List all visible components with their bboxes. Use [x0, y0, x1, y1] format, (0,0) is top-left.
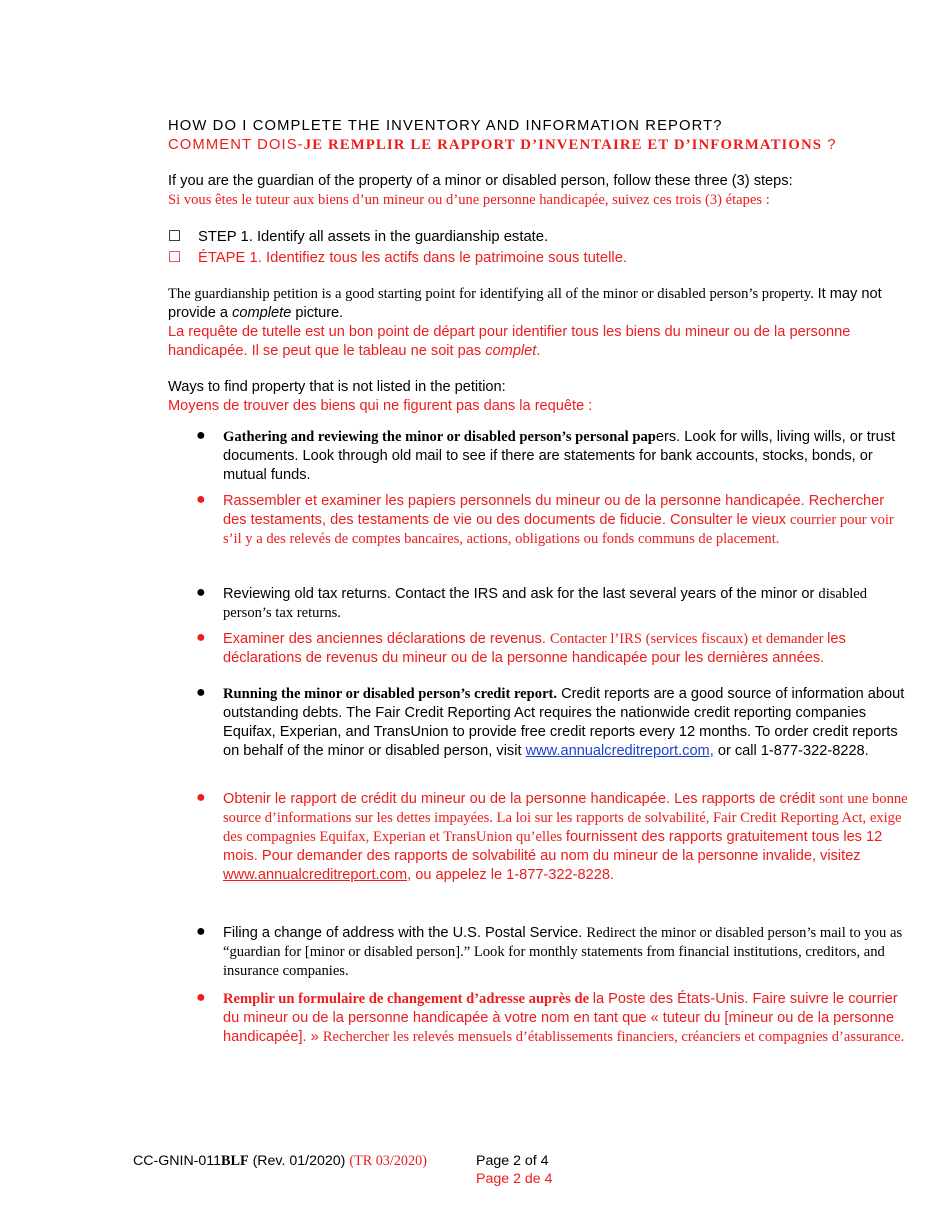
petition-french: [168, 323, 898, 361]
step-1-french-text: ÉTAPE 1. Identifiez tous les actifs dans le patrimoine sous tutelle.: [198, 250, 628, 266]
bullet-2-en-b: disabled person’s tax returns.: [223, 586, 868, 621]
form-number: [133, 1152, 427, 1170]
bullet-tax-returns-english: [223, 585, 908, 623]
form-translation-revision: (TR 03/2020): [349, 1153, 427, 1169]
petition-french-c: .: [536, 343, 541, 359]
annualcreditreport-link[interactable]: www.annualcreditreport.com,: [525, 743, 714, 759]
bullet-3-fr-end: , ou appelez le 1-877-322-8228.: [407, 867, 615, 883]
bullet-icon: ●: [196, 684, 206, 701]
bullet-credit-report-french: [223, 790, 908, 885]
heading-french-part-a: COMMENT DOIS-: [168, 137, 304, 153]
page-number: [476, 1152, 553, 1188]
bullet-2-fr-c: les déclarations de revenus du mineur ou de la personne handicapée pour les dernières années.: [223, 631, 846, 666]
bullet-4-en-b: Redirect the minor or disabled person’s mail to you as “guardian for [minor or disabled person].” Look for monthly statements from: [223, 925, 903, 960]
bullet-4-fr-a: la Poste des États-Unis. Faire suivre le courrier du mineur ou de la personne handicapée à votre nom en tant que « tuteur du [mineur ou de la personne handicapée]. »: [223, 991, 898, 1045]
bullet-3-en-bold: Running the minor or disabled person’s credit report.: [223, 686, 558, 702]
bullet-1-en-rest: ers. Look for wills, living wills, or trust documents. Look through old mail to see if there are statements for bank accounts, stocks, bonds, or mutual funds.: [223, 429, 896, 483]
form-revision: (Rev. 01/2020): [248, 1153, 350, 1169]
step-1-english-text: STEP 1. Identify all assets in the guardianship estate.: [198, 229, 549, 245]
page-number-french: Page 2 de 4: [476, 1171, 553, 1187]
bullet-2-fr-b: Contacter l’IRS (services fiscaux) et demander: [549, 631, 828, 647]
heading-french-part-b: JE REMPLIR LE RAPPORT D’INVENTAIRE ET D’INFORMATIONS: [303, 137, 823, 153]
bullet-change-address-english: [223, 924, 908, 981]
heading-french-part-c: ?: [822, 137, 837, 153]
bullet-personal-papers-english: [223, 428, 908, 485]
bullet-4-fr-b: Rechercher les relevés mensuels d’établissements financiers, créanciers et compagnies d’assurance.: [322, 1029, 905, 1045]
bullet-1-fr-a: Rassembler et examiner les papiers personnels du mineur ou de la personne handicapée. Rechercher des testaments, des testaments de vie ou des documents de fiducie. Consulter le vieux: [223, 493, 885, 528]
bullet-icon: ●: [196, 923, 206, 940]
petition-english-a: The guardianship petition is a good starting point for identifying all of the minor or disabled person’s property.: [168, 286, 818, 302]
bullet-icon: ●: [196, 629, 206, 646]
page-heading: [168, 117, 908, 155]
bullet-icon: ●: [196, 491, 206, 508]
annualcreditreport-link-french[interactable]: www.annualcreditreport.com: [223, 867, 408, 883]
bullet-icon: ●: [196, 427, 206, 444]
form-number-prefix: CC-GNIN-011: [133, 1153, 222, 1169]
petition-english-d: picture.: [291, 305, 344, 321]
page-number-english: Page 2 of 4: [476, 1153, 549, 1169]
petition-english: [168, 285, 898, 323]
bullet-3-fr-a: Obtenir le rapport de crédit du mineur ou de la personne handicapée. Les rapports de crédit: [223, 791, 820, 807]
bullet-3-en-rest: Credit reports are a good source of information about outstanding debts. The Fair Credit Reporting Act requires the nationwide credit reporting companies Equifax, Experian, and TransUnion to provide free credit reports every 12 months. To order credit reports on behalf of the minor or disabled person, visit: [223, 686, 905, 759]
bullet-personal-papers-french: [223, 492, 908, 549]
intro-english: If you are the guardian of the property of a minor or disabled person, follow these three (3) steps:: [168, 173, 793, 189]
step-1-english: [168, 228, 908, 247]
bullet-icon: ●: [196, 989, 206, 1006]
heading-french: [168, 136, 908, 155]
bullet-change-address-french: [223, 990, 908, 1047]
petition-english-c: complete: [232, 305, 292, 321]
bullet-1-en-bold: Gathering and reviewing the minor or disabled person’s personal pap: [223, 429, 656, 445]
intro-paragraph: [168, 172, 908, 210]
petition-french-a: La requête de tutelle est un bon point de départ pour identifier tous les biens du mineur ou de la personne handicapée. Il se peut que le tableau ne soit pas: [168, 324, 851, 359]
petition-english-b: It may not provide a: [168, 286, 882, 321]
ways-english: Ways to find property that is not listed in the petition:: [168, 379, 506, 395]
bullet-1-fr-b: courrier pour voir s’il y a des relevés de comptes bancaires, actions, obligations ou fonds communs de placement.: [223, 512, 894, 547]
step-1-french: [168, 249, 908, 268]
step-1-checkbox-french[interactable]: ☐: [168, 250, 182, 266]
bullet-tax-returns-french: [223, 630, 908, 668]
bullet-4-fr-bold: Remplir un formulaire de changement d’adresse auprès de: [223, 991, 593, 1007]
bullet-icon: ●: [196, 789, 206, 806]
bullet-4-en-a: Filing a change of address with the U.S. Postal Service.: [223, 925, 587, 941]
bullet-credit-report-english: [223, 685, 908, 761]
ways-heading: [168, 378, 908, 416]
step-1-checkbox[interactable]: ☐: [168, 229, 182, 245]
petition-french-b: complet: [485, 343, 537, 359]
bullet-4-en-c: financial institutions, creditors, and insurance companies.: [223, 944, 885, 979]
heading-english: HOW DO I COMPLETE THE INVENTORY AND INFORMATION REPORT?: [168, 118, 723, 134]
petition-paragraph: [168, 285, 898, 361]
bullet-3-fr-c: fournissent des rapports gratuitement tous les 12 mois. Pour demander des rapports de solvabilité au nom du mineur de la personne invalide, visitez: [223, 829, 883, 864]
ways-french: Moyens de trouver des biens qui ne figurent pas dans la requête :: [168, 398, 593, 414]
bullet-icon: ●: [196, 584, 206, 601]
bullet-3-fr-b: sont une bonne source d’informations sur les dettes impayées. La loi sur les rapports de solvabilité, Fair Credit Reporting Act, exige des compagnies Equifax, Experian et TransUnion qu’elles: [223, 791, 908, 845]
bullet-2-en-a: Reviewing old tax returns. Contact the IRS and ask for the last several years of the minor or: [223, 586, 819, 602]
bullet-3-en-end: or call 1-877-322-8228.: [713, 743, 869, 759]
bullet-2-fr-a: Examiner des anciennes déclarations de revenus.: [223, 631, 550, 647]
intro-french: Si vous êtes le tuteur aux biens d’un mineur ou d’une personne handicapée, suivez ces trois (3) étapes :: [168, 192, 770, 208]
form-number-suffix: BLF: [221, 1153, 249, 1169]
